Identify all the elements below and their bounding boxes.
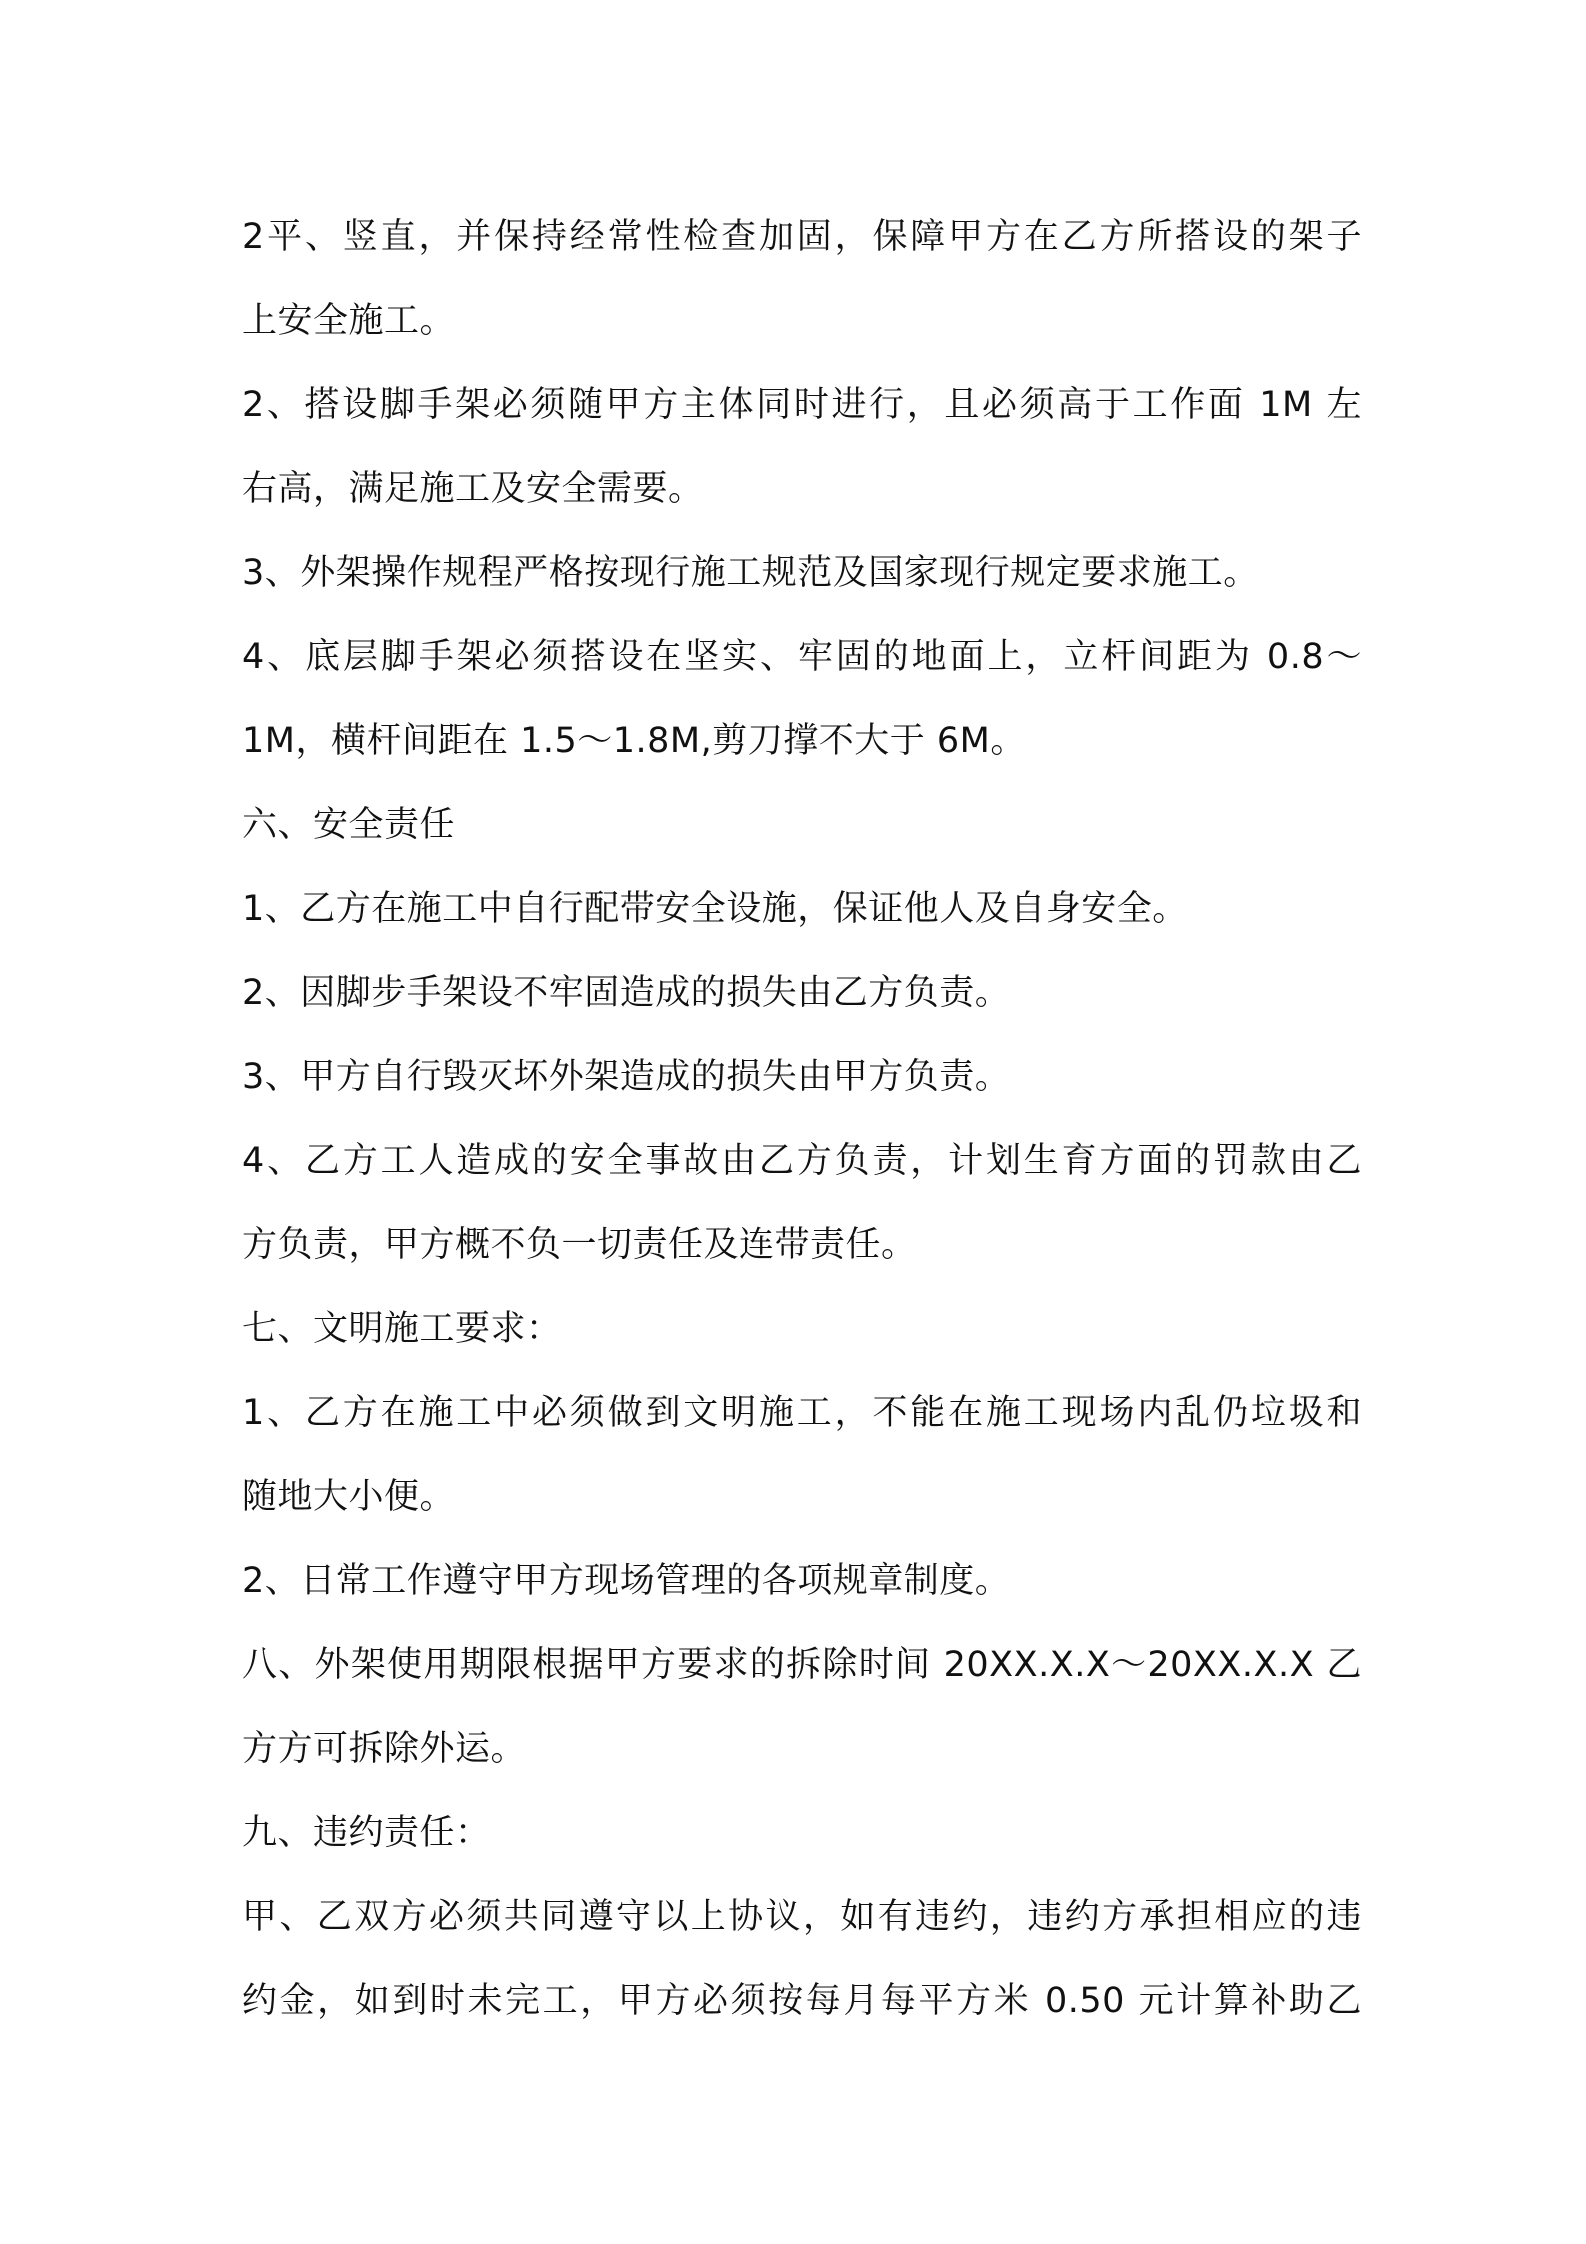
paragraph-line-5: 3、外架操作规程严格按现行施工规范及国家现行规定要求施工。 [242, 553, 1259, 593]
section-heading-eight: 八、外架使用期限根据甲方要求的拆除时间 20XX.X.X～20XX.X.X 乙 [242, 1645, 1362, 1685]
paragraph-line-17: 2、日常工作遵守甲方现场管理的各项规章制度。 [242, 1561, 1011, 1601]
paragraph-line-3: 2、搭设脚手架必须随甲方主体同时进行，且必须高于工作面 1M 左 [242, 385, 1362, 425]
section-heading-nine: 九、违约责任： [242, 1813, 491, 1853]
paragraph-line-15: 1、乙方在施工中必须做到文明施工，不能在施工现场内乱仍垃圾和 [242, 1393, 1362, 1433]
paragraph-line-9: 1、乙方在施工中自行配带安全设施，保证他人及自身安全。 [242, 889, 1188, 929]
paragraph-line-16: 随地大小便。 [242, 1477, 456, 1517]
paragraph-line-13: 方负责，甲方概不负一切责任及连带责任。 [242, 1225, 917, 1265]
section-heading-six: 六、安全责任 [242, 805, 456, 845]
paragraph-line-10: 2、因脚步手架设不牢固造成的损失由乙方负责。 [242, 973, 1011, 1013]
paragraph-line-12: 4、乙方工人造成的安全事故由乙方负责，计划生育方面的罚款由乙 [242, 1141, 1362, 1181]
paragraph-line-6: 4、底层脚手架必须搭设在坚实、牢固的地面上，立杆间距为 0.8～ [242, 637, 1362, 677]
paragraph-line-7: 1M，横杆间距在 1.5～1.8M,剪刀撑不大于 6M。 [242, 721, 1026, 761]
paragraph-line-19: 方方可拆除外运。 [242, 1729, 527, 1769]
paragraph-line-21: 甲、乙双方必须共同遵守以上协议，如有违约，违约方承担相应的违 [242, 1897, 1362, 1937]
section-heading-seven: 七、文明施工要求： [242, 1309, 562, 1349]
paragraph-line-1: 2平、竖直，并保持经常性检查加固，保障甲方在乙方所搭设的架子 [242, 217, 1362, 257]
paragraph-line-4: 右高，满足施工及安全需要。 [242, 469, 704, 509]
paragraph-line-22: 约金，如到时未完工，甲方必须按每月每平方米 0.50 元计算补助乙 [242, 1981, 1362, 2021]
paragraph-line-11: 3、甲方自行毁灭坏外架造成的损失由甲方负责。 [242, 1057, 1011, 1097]
document-body [242, 195, 1362, 2043]
paragraph-line-2: 上安全施工。 [242, 301, 456, 341]
